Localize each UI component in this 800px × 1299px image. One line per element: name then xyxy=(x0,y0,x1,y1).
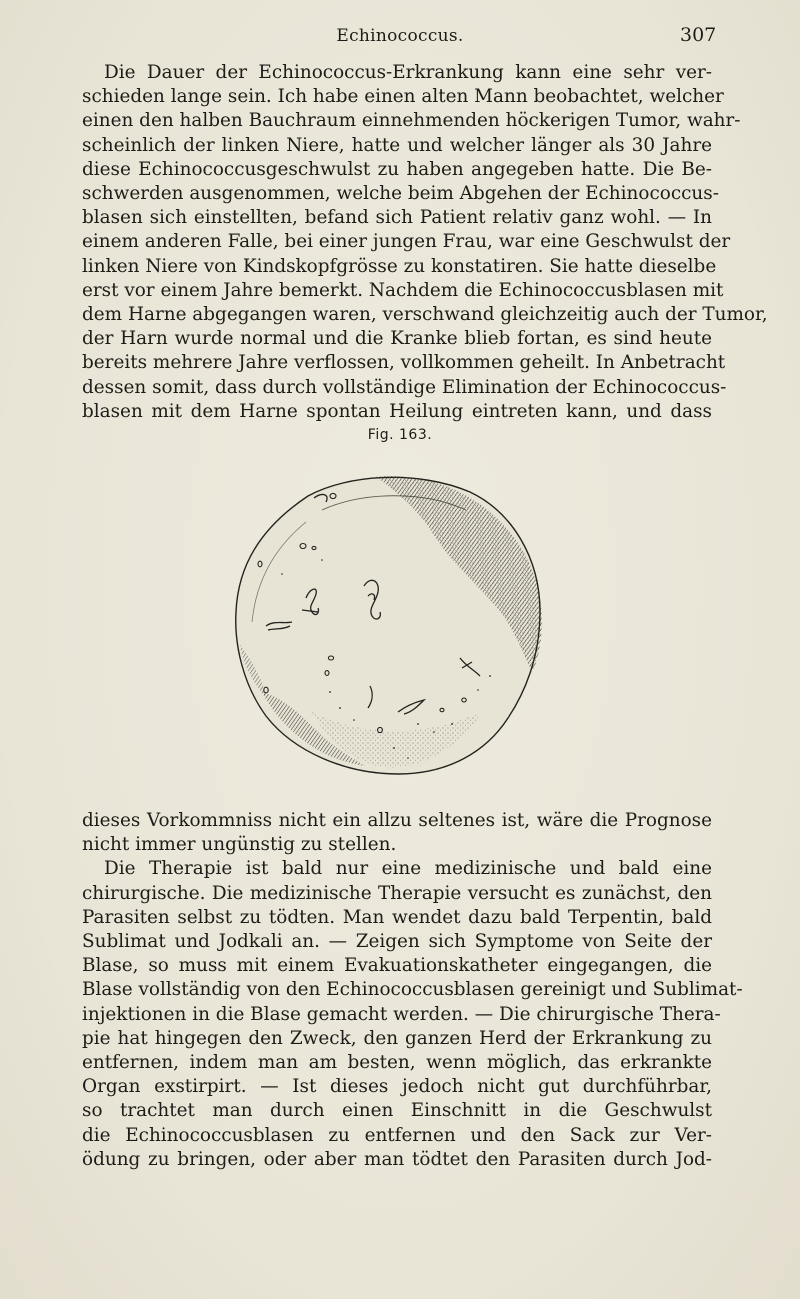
text-line: dem Harne abgegangen waren, verschwand gleichzeitig auch der Tumor, xyxy=(82,304,768,326)
text-line: ödung zu bringen, oder aber man tödtet den Parasiten durch Jod- xyxy=(82,1148,712,1170)
text-line: entfernen, indem man am besten, wenn möglich, das erkrankte xyxy=(82,1052,712,1074)
text-line: diese Echinococcusgeschwulst zu haben angegeben hatte. Die Be- xyxy=(82,158,712,180)
text-line: Sublimat und Jodkali an. — Zeigen sich Symptome von Seite der xyxy=(82,931,712,953)
text-line: die Echinococcusblasen zu entfernen und den Sack zur Ver- xyxy=(82,1124,712,1146)
paragraph-prognosis-intro xyxy=(82,61,768,424)
echinococcus-cyst-illustration xyxy=(222,462,558,784)
text-line: einen den halben Bauchraum einnehmenden höckerigen Tumor, wahr- xyxy=(82,110,741,132)
text-line: linken Niere von Kindskopfgrösse zu konstatiren. Sie hatte dieselbe xyxy=(82,255,717,277)
text-line: Die Therapie ist bald nur eine medizinische und bald eine xyxy=(104,858,712,880)
text-line: scheinlich der linken Niere, hatte und welcher länger als 30 Jahre xyxy=(82,134,712,156)
text-line: Organ exstirpirt. — Ist dieses jedoch nicht gut durchführbar, xyxy=(82,1076,712,1098)
text-line: dessen somit, dass durch vollständige Elimination der Echinococcus- xyxy=(82,376,727,398)
running-title: Echinococcus. xyxy=(336,26,464,46)
figure-caption: Fig. 163. xyxy=(367,427,433,443)
running-head xyxy=(0,26,800,56)
text-line: Blase, so muss mit einem Evakuationskatheter eingegangen, die xyxy=(82,955,712,977)
text-line: blasen sich einstellten, befand sich Patient relativ ganz wohl. — In xyxy=(82,207,712,229)
text-line: Blase vollständig von den Echinococcusblasen gereinigt und Sublimat- xyxy=(82,979,743,1001)
figure-illustration xyxy=(222,462,558,784)
text-line: der Harn wurde normal und die Kranke blieb fortan, es sind heute xyxy=(82,328,712,350)
text-line: einem anderen Falle, bei einer jungen Frau, war eine Geschwulst der xyxy=(82,231,731,253)
page-number: 307 xyxy=(680,24,717,46)
text-line: Die Dauer der Echinococcus-Erkrankung kann eine sehr ver- xyxy=(104,62,712,83)
text-line: erst vor einem Jahre bemerkt. Nachdem die Echinococcusblasen mit xyxy=(82,279,724,301)
text-line: schieden lange sein. Ich habe einen alten Mann beobachtet, welcher xyxy=(82,86,724,108)
text-line: so trachtet man durch einen Einschnitt in die Geschwulst xyxy=(82,1100,712,1122)
text-line: pie hat hingegen den Zweck, den ganzen Herd der Erkrankung zu xyxy=(82,1027,712,1049)
text-line: Parasiten selbst zu tödten. Man wendet dazu bald Terpentin, bald xyxy=(82,906,712,928)
paragraph-prognosis-conclusion xyxy=(82,809,743,1172)
text-line: injektionen in die Blase gemacht werden. — Die chirurgische Thera- xyxy=(82,1003,721,1025)
text-line: nicht immer ungünstig zu stellen. xyxy=(82,834,397,856)
text-line: dieses Vorkommniss nicht ein allzu seltenes ist, wäre die Prognose xyxy=(82,810,712,831)
text-line: schwerden ausgenommen, welche beim Abgehen der Echinococcus- xyxy=(82,183,719,205)
text-line: chirurgische. Die medizinische Therapie versucht es zunächst, den xyxy=(82,882,712,904)
text-line: blasen mit dem Harne spontan Heilung eintreten kann, und dass xyxy=(82,400,712,422)
text-line: bereits mehrere Jahre verflossen, vollkommen geheilt. In Anbetracht xyxy=(82,352,726,374)
